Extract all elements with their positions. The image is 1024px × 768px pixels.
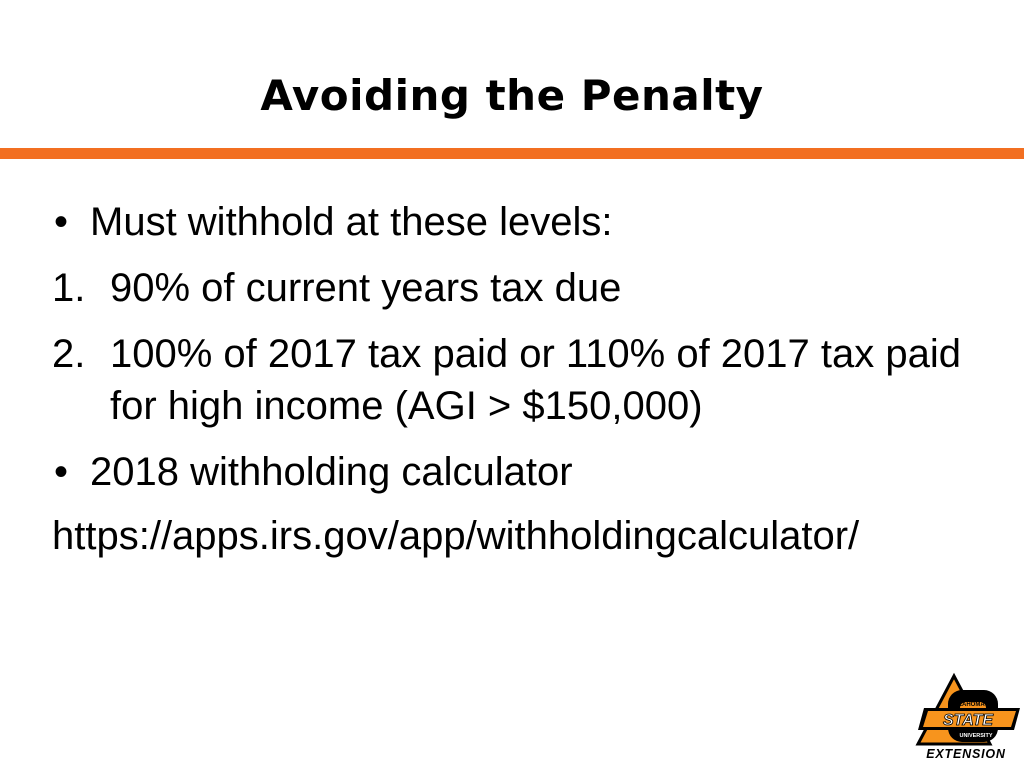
logo-sub-text: UNIVERSITY (959, 733, 993, 739)
number-marker: 2. (52, 332, 86, 376)
bullet-marker: • (54, 200, 69, 244)
logo-bottom-text: EXTENSION (926, 747, 1006, 761)
osu-extension-logo (910, 668, 1022, 764)
title-divider (0, 148, 1024, 159)
calculator-url (52, 510, 992, 562)
bullet-marker: • (54, 450, 69, 494)
url-text: https://apps.irs.gov/app/withholdingcalculator/ (52, 514, 860, 558)
logo-top-text: OKLAHOMA (949, 702, 985, 708)
bullet-text: Must withhold at these levels: (90, 200, 613, 244)
bullet-item-must-withhold (52, 196, 992, 248)
number-marker: 1. (52, 266, 86, 310)
logo-main-text: STATE (942, 712, 994, 729)
slide-title: Avoiding the Penalty (260, 71, 764, 120)
slide-content (52, 196, 992, 562)
numbered-item-text: 90% of current years tax due (110, 266, 622, 310)
numbered-item-text: 100% of 2017 tax paid or 110% of 2017 tax paid for high income (AGI > $150,000) (110, 332, 961, 428)
bullet-text: 2018 withholding calculator (90, 450, 573, 494)
bullet-item-calculator (52, 446, 992, 498)
osu-extension-logo-icon (910, 668, 1022, 764)
numbered-item-2 (52, 328, 970, 432)
numbered-item-1 (52, 262, 992, 314)
